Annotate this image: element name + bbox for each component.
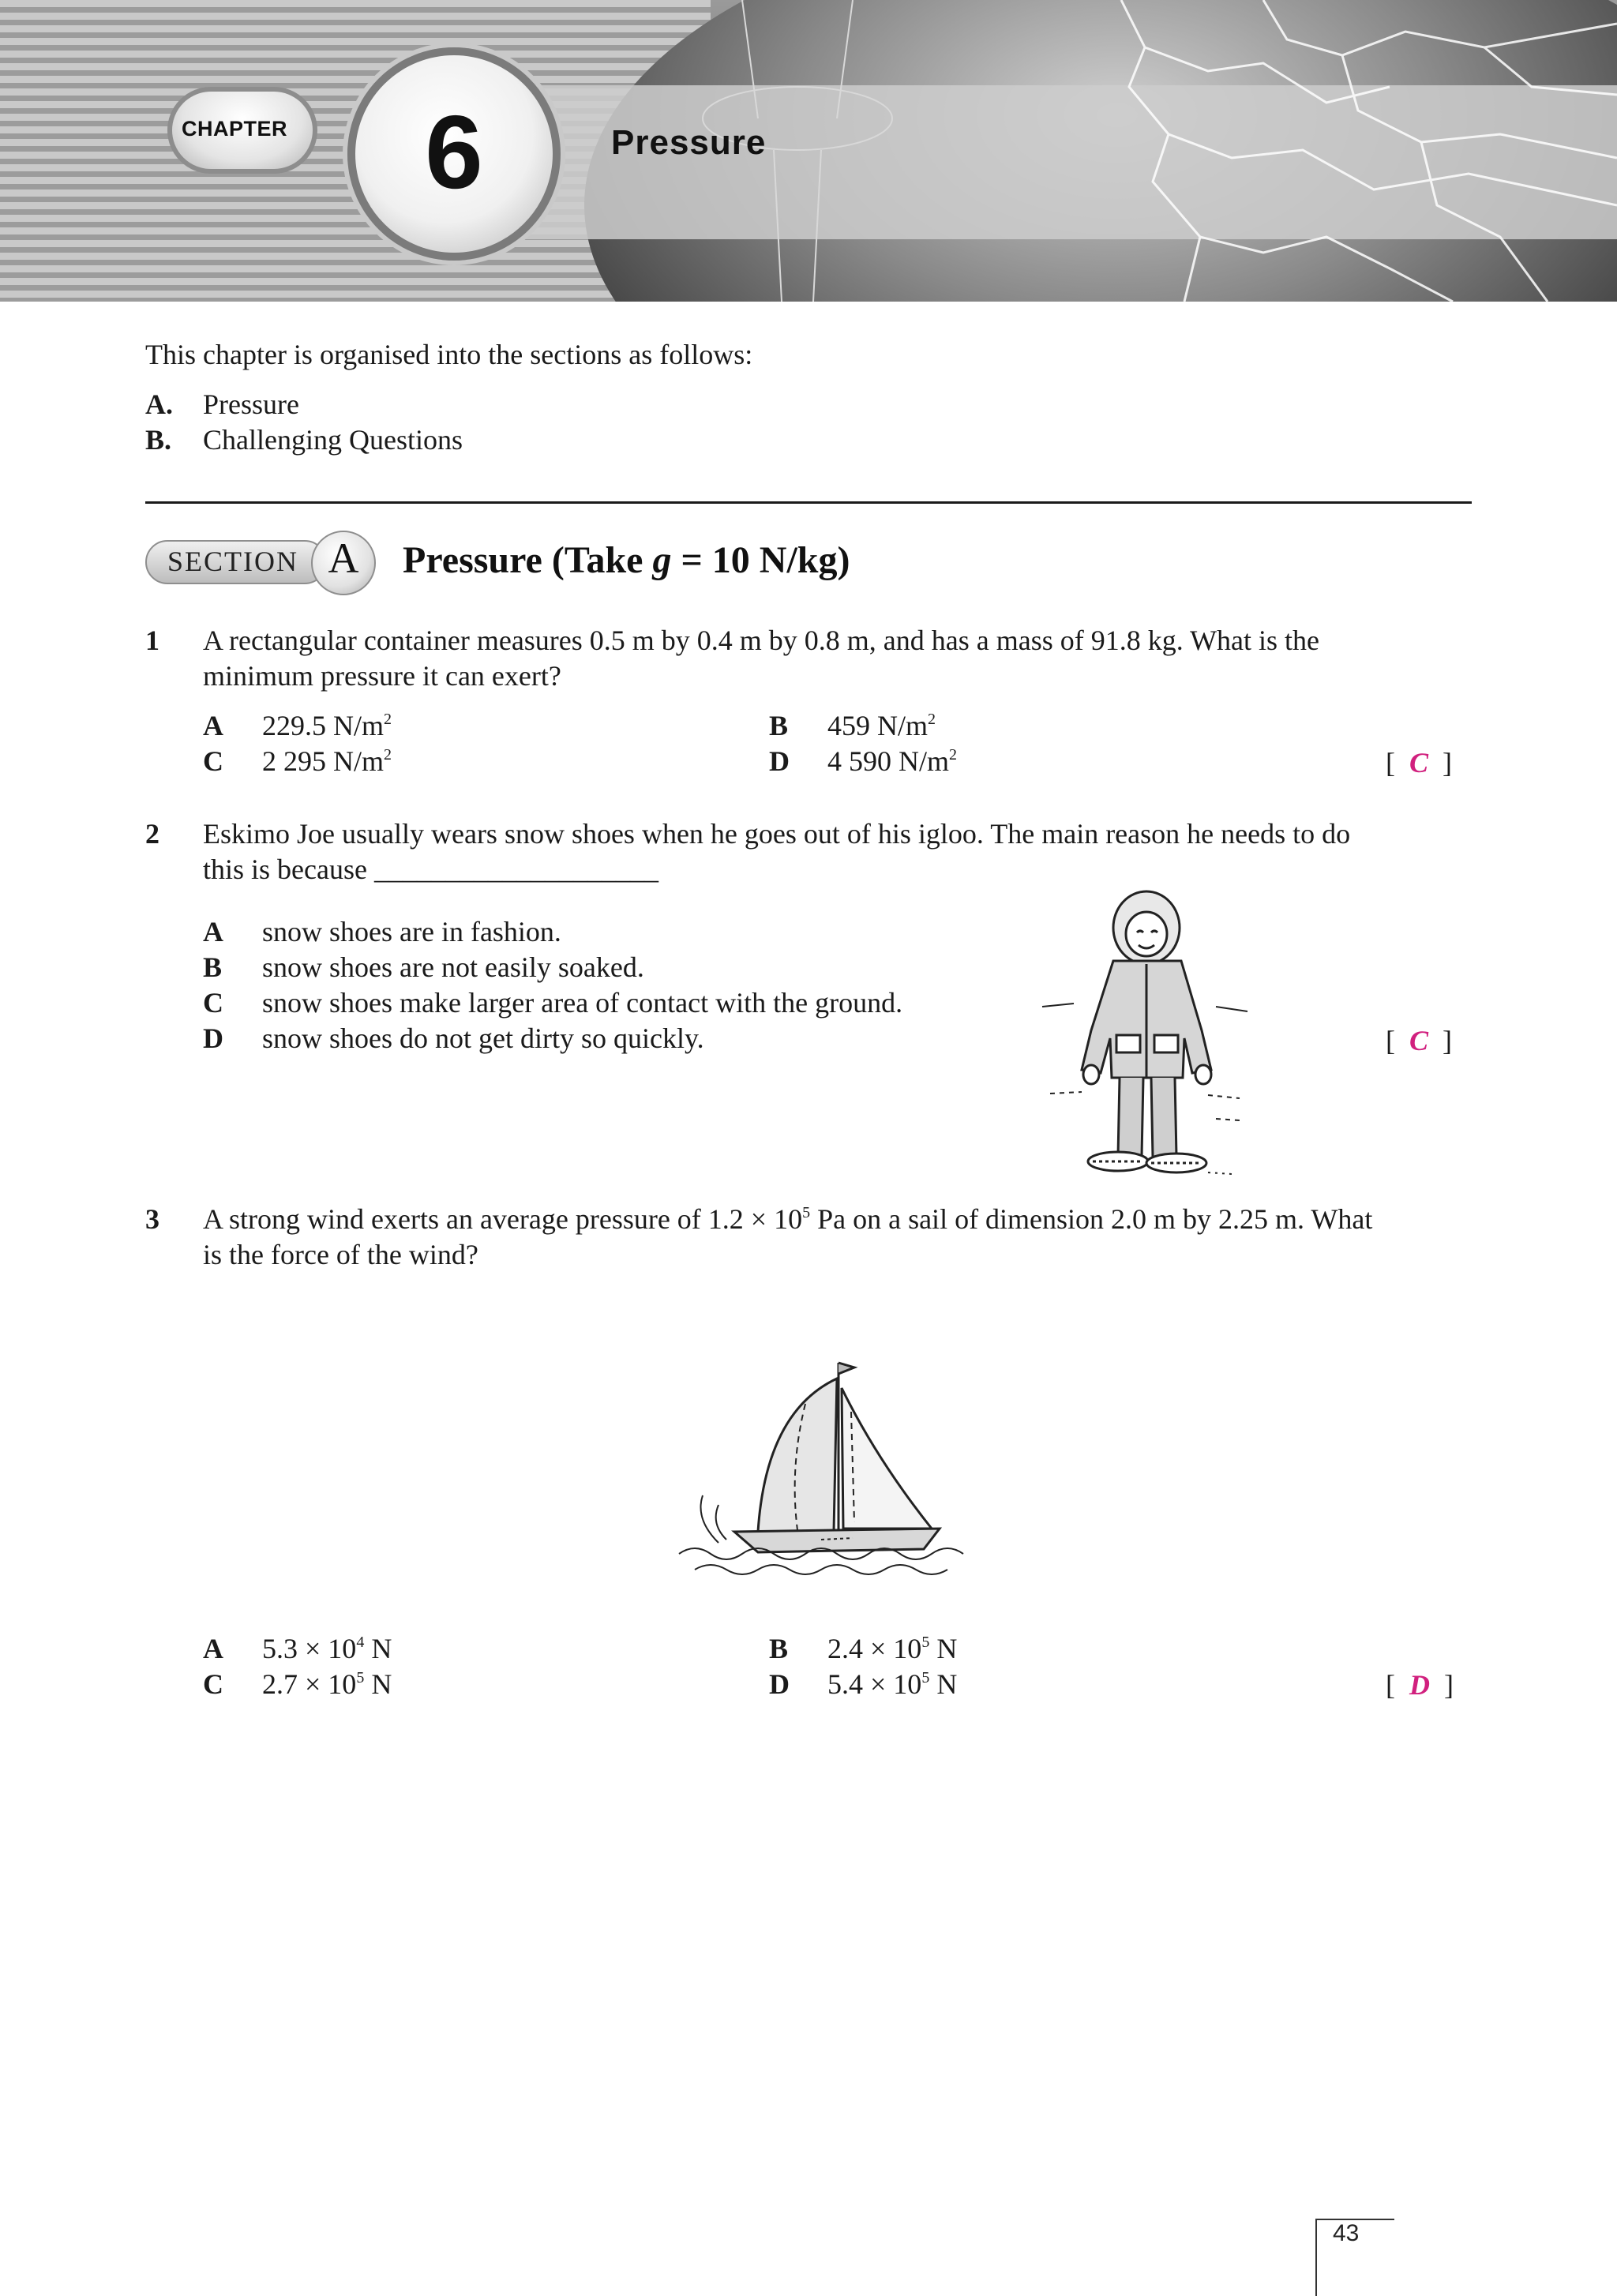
option-text: snow shoes are not easily soaked. xyxy=(262,951,644,983)
option-text: 2 295 $N/m^2$ xyxy=(262,745,392,777)
option-text: 229.5 $N/m^2$ xyxy=(262,710,392,741)
question-number: 1 xyxy=(145,625,159,656)
question-text: minimum pressure it can exert? xyxy=(203,660,561,692)
chapter-banner xyxy=(0,0,1617,302)
question-text: A strong wind exerts an average pressure of $1.2 \times 10^5$ Pa on a sail of dimension 2.0 m by 2.25 m. What xyxy=(203,1203,1373,1235)
intro-section-letter: B. xyxy=(145,424,172,456)
chapter-number: 6 xyxy=(425,94,483,210)
option-letter: A xyxy=(203,710,223,741)
page-number: 43 xyxy=(1333,2220,1360,2246)
question-text: A rectangular container measures 0.5 m by 0.4 m by 0.8 m, and has a mass of 91.8 kg. What is the xyxy=(203,625,1320,656)
option-text: snow shoes do not get dirty so quickly. xyxy=(262,1022,704,1054)
sailboat-illustration xyxy=(671,1356,987,1585)
option-letter: B xyxy=(769,1633,789,1664)
option-letter: B xyxy=(203,951,223,983)
question-number: 2 xyxy=(145,818,159,850)
option-letter: D xyxy=(203,1022,223,1054)
intro-section-letter: A. xyxy=(145,388,173,420)
option-letter: A xyxy=(203,1633,223,1664)
option-text: $5.3 \times 10^4$ N xyxy=(262,1633,392,1664)
intro-text: This chapter is organised into the sections as follows: xyxy=(145,339,753,370)
option-text: snow shoes make larger area of contact with the ground. xyxy=(262,987,903,1019)
chapter-label: CHAPTER xyxy=(182,117,288,141)
option-letter: D xyxy=(769,1668,790,1700)
answer-letter: C xyxy=(1409,1025,1429,1056)
answer-box: [ C ] xyxy=(1386,1025,1453,1056)
option-letter: D xyxy=(769,745,790,777)
option-text: $5.4 \times 10^5$ N xyxy=(827,1668,958,1700)
question-text: this is because ____________________ xyxy=(203,853,658,885)
intro-section-title: Challenging Questions xyxy=(203,424,463,456)
option-letter: C xyxy=(203,1668,223,1700)
option-text: $2.7 \times 10^5$ N xyxy=(262,1668,392,1700)
section-label: SECTION xyxy=(167,546,298,577)
option-text: snow shoes are in fashion. xyxy=(262,916,561,947)
section-title: Pressure (Take g = 10 N/kg) xyxy=(403,539,850,581)
intro-section-title: Pressure xyxy=(203,388,299,420)
option-text: 4 590 $N/m^2$ xyxy=(827,745,958,777)
option-letter: C xyxy=(203,987,223,1019)
eskimo-illustration xyxy=(1034,888,1263,1180)
question-number: 3 xyxy=(145,1203,159,1235)
chapter-title: Pressure xyxy=(611,123,767,162)
option-letter: B xyxy=(769,710,789,741)
option-text: $2.4 \times 10^5$ N xyxy=(827,1633,958,1664)
answer-letter: D xyxy=(1409,1669,1430,1701)
answer-box: [ D ] xyxy=(1386,1669,1454,1701)
answer-box: [ C ] xyxy=(1386,747,1453,778)
option-text: 459 $N/m^2$ xyxy=(827,710,936,741)
question-text: is the force of the wind? xyxy=(203,1239,478,1270)
section-divider xyxy=(145,501,1472,504)
option-letter: A xyxy=(203,916,223,947)
section-letter: A xyxy=(328,535,359,582)
option-letter: C xyxy=(203,745,223,777)
question-text: Eskimo Joe usually wears snow shoes when he goes out of his igloo. The main reason he needs to do xyxy=(203,818,1351,850)
answer-letter: C xyxy=(1409,747,1429,778)
